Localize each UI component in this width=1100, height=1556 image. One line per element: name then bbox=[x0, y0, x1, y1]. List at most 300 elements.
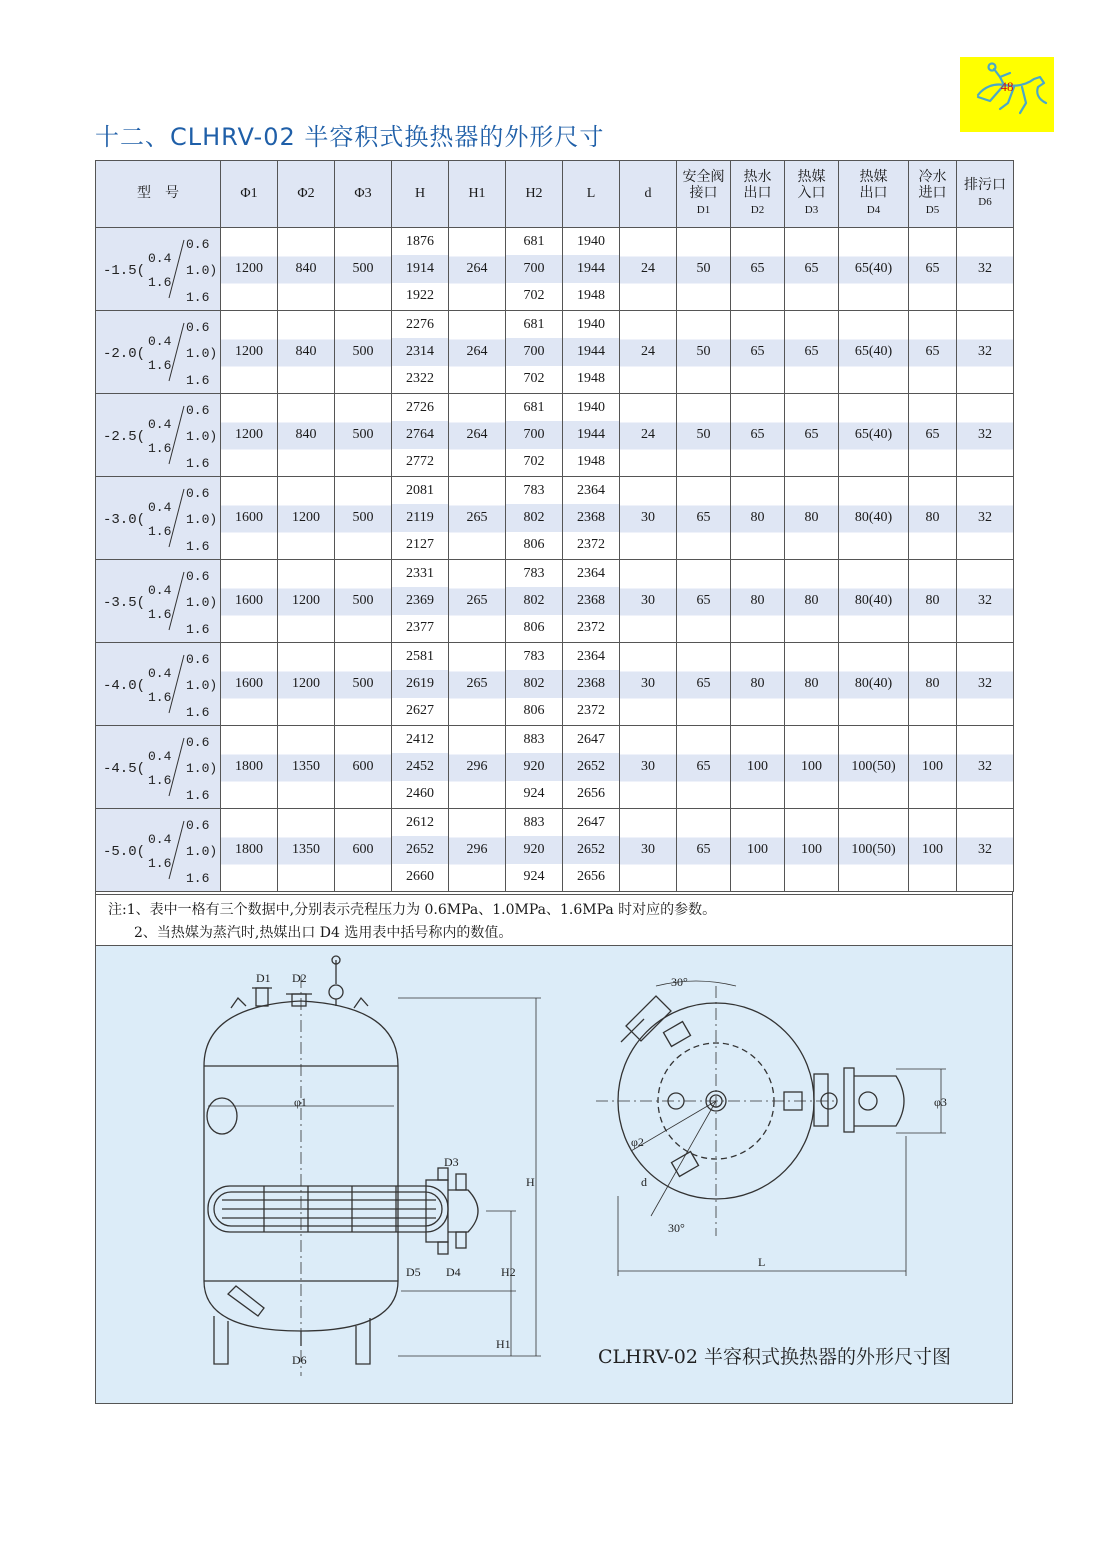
phi3-cell: 500 bbox=[335, 643, 392, 726]
H1-cell: 296 bbox=[449, 726, 506, 809]
H-cell-value: 2652 bbox=[392, 836, 448, 863]
column-header-12 bbox=[839, 161, 909, 228]
H-cell bbox=[392, 560, 449, 643]
D6-cell: 32 bbox=[957, 228, 1014, 311]
phi1-cell: 1800 bbox=[221, 726, 278, 809]
column-header-label: H bbox=[414, 186, 426, 201]
phi2-cell: 1350 bbox=[278, 726, 335, 809]
H2-cell-value: 924 bbox=[523, 869, 545, 885]
drawing-caption: CLHRV-02 半容积式换热器的外形尺寸图 bbox=[598, 1346, 951, 1368]
label-L: L bbox=[758, 1255, 766, 1269]
H-cell-value: 2377 bbox=[406, 620, 434, 636]
d-cell: 30 bbox=[620, 726, 677, 809]
model-pressure-1: 0.6 bbox=[186, 486, 210, 501]
model-tube-pressure: 0.4 bbox=[148, 334, 172, 349]
H2-cell-value: 802 bbox=[506, 587, 562, 614]
L-cell-value: 2647 bbox=[577, 814, 605, 830]
H2-cell bbox=[506, 560, 563, 643]
H-cell-value: 2660 bbox=[406, 869, 434, 885]
H2-cell-value: 924 bbox=[523, 786, 545, 802]
column-header-label: d bbox=[644, 186, 652, 201]
table-row bbox=[96, 809, 1014, 892]
L-cell bbox=[563, 560, 620, 643]
phi2-cell: 840 bbox=[278, 311, 335, 394]
label-d: d bbox=[641, 1175, 647, 1189]
model-pressure-2: 1.0) bbox=[186, 595, 218, 610]
H2-cell bbox=[506, 228, 563, 311]
D3-cell: 100 bbox=[785, 726, 839, 809]
L-cell bbox=[563, 311, 620, 394]
L-cell bbox=[563, 643, 620, 726]
H-cell-value: 2619 bbox=[392, 670, 448, 697]
H2-cell-value: 681 bbox=[523, 233, 545, 249]
label-phi1: φ1 bbox=[294, 1095, 307, 1109]
H2-cell bbox=[506, 643, 563, 726]
D5-cell: 100 bbox=[909, 726, 957, 809]
D2-cell: 65 bbox=[731, 311, 785, 394]
D4-cell: 65(40) bbox=[839, 394, 909, 477]
L-cell-value: 2364 bbox=[577, 482, 605, 498]
phi2-cell: 1200 bbox=[278, 643, 335, 726]
H-cell bbox=[392, 809, 449, 892]
H2-cell-value: 802 bbox=[506, 670, 562, 697]
H2-cell-value: 700 bbox=[506, 421, 562, 448]
phi1-cell: 1200 bbox=[221, 394, 278, 477]
model-prefix: -4.0( bbox=[103, 678, 146, 694]
phi1-cell: 1600 bbox=[221, 643, 278, 726]
model-pressure-3: 1.6 bbox=[186, 788, 210, 803]
H2-cell-value: 806 bbox=[523, 703, 545, 719]
D5-cell: 100 bbox=[909, 809, 957, 892]
D5-cell: 80 bbox=[909, 477, 957, 560]
column-header-6 bbox=[506, 161, 563, 228]
model-pressure-1: 0.6 bbox=[186, 735, 210, 750]
technical-drawing bbox=[96, 946, 1012, 1403]
H2-cell-value: 920 bbox=[506, 836, 562, 863]
model-pressure-1: 0.6 bbox=[186, 569, 210, 584]
H2-cell-value: 702 bbox=[523, 371, 545, 387]
H-cell-value: 1876 bbox=[406, 233, 434, 249]
H-cell bbox=[392, 228, 449, 311]
column-header-label: 冷水 进口 bbox=[918, 170, 947, 201]
d-cell: 24 bbox=[620, 394, 677, 477]
H2-cell-value: 920 bbox=[506, 753, 562, 780]
H1-cell: 265 bbox=[449, 560, 506, 643]
H2-cell-value: 883 bbox=[523, 731, 545, 747]
D2-cell: 80 bbox=[731, 560, 785, 643]
H2-cell-value: 783 bbox=[523, 565, 545, 581]
H2-cell bbox=[506, 726, 563, 809]
label-phi3: φ3 bbox=[934, 1095, 947, 1109]
model-tube-pressure: 0.4 bbox=[148, 251, 172, 266]
model-prefix: -4.5( bbox=[103, 761, 146, 777]
model-prefix: -3.5( bbox=[103, 595, 146, 611]
model-shell-pressure: 1.6 bbox=[148, 358, 172, 373]
model-cell bbox=[96, 477, 221, 560]
L-cell bbox=[563, 809, 620, 892]
phi1-cell: 1200 bbox=[221, 311, 278, 394]
D3-cell: 80 bbox=[785, 560, 839, 643]
model-cell bbox=[96, 394, 221, 477]
H-cell-value: 2627 bbox=[406, 703, 434, 719]
column-header-11 bbox=[785, 161, 839, 228]
d-cell: 24 bbox=[620, 228, 677, 311]
D4-cell: 65(40) bbox=[839, 228, 909, 311]
label-H1: H1 bbox=[496, 1337, 511, 1351]
H2-cell bbox=[506, 394, 563, 477]
D1-cell: 65 bbox=[677, 726, 731, 809]
phi2-cell: 840 bbox=[278, 394, 335, 477]
L-cell-value: 1940 bbox=[577, 399, 605, 415]
model-pressure-2: 1.0) bbox=[186, 761, 218, 776]
model-prefix: -2.0( bbox=[103, 346, 146, 362]
column-header-label: Φ1 bbox=[240, 186, 258, 201]
D6-cell: 32 bbox=[957, 394, 1014, 477]
D4-cell: 80(40) bbox=[839, 477, 909, 560]
model-shell-pressure: 1.6 bbox=[148, 524, 172, 539]
column-header-label: H2 bbox=[525, 186, 543, 201]
D4-cell: 80(40) bbox=[839, 560, 909, 643]
L-cell bbox=[563, 477, 620, 560]
D2-cell: 100 bbox=[731, 726, 785, 809]
phi1-cell: 1600 bbox=[221, 477, 278, 560]
model-shell-pressure: 1.6 bbox=[148, 607, 172, 622]
H-cell-value: 2612 bbox=[406, 814, 434, 830]
D6-cell: 32 bbox=[957, 643, 1014, 726]
H-cell-value: 2460 bbox=[406, 786, 434, 802]
D1-cell: 50 bbox=[677, 311, 731, 394]
D4-cell: 65(40) bbox=[839, 311, 909, 394]
model-prefix: -1.5( bbox=[103, 263, 146, 279]
H2-cell-value: 883 bbox=[523, 814, 545, 830]
table-row bbox=[96, 394, 1014, 477]
column-header-sub: D4 bbox=[866, 204, 881, 216]
H2-cell-value: 700 bbox=[506, 338, 562, 365]
H-cell-value: 2726 bbox=[406, 399, 434, 415]
page-logo bbox=[960, 57, 1054, 132]
model-cell bbox=[96, 311, 221, 394]
H-cell-value: 2127 bbox=[406, 537, 434, 553]
H-cell-value: 2276 bbox=[406, 316, 434, 332]
phi3-cell: 600 bbox=[335, 726, 392, 809]
L-cell-value: 2652 bbox=[563, 836, 619, 863]
H-cell-value: 2369 bbox=[392, 587, 448, 614]
model-cell bbox=[96, 643, 221, 726]
H-cell bbox=[392, 643, 449, 726]
column-header-label: 型 号 bbox=[137, 186, 179, 201]
D1-cell: 65 bbox=[677, 477, 731, 560]
column-header-label: 热媒 入口 bbox=[797, 170, 826, 201]
column-header-0 bbox=[96, 161, 221, 228]
model-cell bbox=[96, 809, 221, 892]
L-cell-value: 1948 bbox=[577, 288, 605, 304]
H1-cell: 265 bbox=[449, 643, 506, 726]
H-cell-value: 2452 bbox=[392, 753, 448, 780]
L-cell-value: 2364 bbox=[577, 565, 605, 581]
column-header-label: Φ3 bbox=[354, 186, 372, 201]
phi1-cell: 1200 bbox=[221, 228, 278, 311]
phi2-cell: 1350 bbox=[278, 809, 335, 892]
H-cell-value: 2581 bbox=[406, 648, 434, 664]
column-header-label: 热水 出口 bbox=[743, 170, 772, 201]
L-cell-value: 2368 bbox=[563, 670, 619, 697]
column-header-9 bbox=[677, 161, 731, 228]
label-D3: D3 bbox=[444, 1155, 459, 1169]
H-cell-value: 2764 bbox=[392, 421, 448, 448]
model-prefix: -2.5( bbox=[103, 429, 146, 445]
column-header-label: 热媒 出口 bbox=[859, 170, 888, 201]
phi2-cell: 1200 bbox=[278, 560, 335, 643]
H-cell-value: 2322 bbox=[406, 371, 434, 387]
D6-cell: 32 bbox=[957, 560, 1014, 643]
L-cell-value: 2364 bbox=[577, 648, 605, 664]
L-cell bbox=[563, 726, 620, 809]
model-pressure-3: 1.6 bbox=[186, 456, 210, 471]
label-angle-bottom: 30° bbox=[668, 1221, 685, 1235]
L-cell-value: 1948 bbox=[577, 454, 605, 470]
model-tube-pressure: 0.4 bbox=[148, 666, 172, 681]
model-pressure-1: 0.6 bbox=[186, 237, 210, 252]
D5-cell: 80 bbox=[909, 643, 957, 726]
label-D4: D4 bbox=[446, 1265, 461, 1279]
L-cell-value: 2652 bbox=[563, 753, 619, 780]
column-header-label: L bbox=[586, 186, 596, 201]
H2-cell-value: 681 bbox=[523, 399, 545, 415]
table-row bbox=[96, 726, 1014, 809]
note-1: 注:1、表中一格有三个数据中,分别表示壳程压力为 0.6MPa、1.0MPa、1.6MPa 时对应的参数。 bbox=[108, 902, 717, 918]
model-pressure-2: 1.0) bbox=[186, 346, 218, 361]
column-header-2 bbox=[278, 161, 335, 228]
D2-cell: 80 bbox=[731, 643, 785, 726]
column-header-14 bbox=[957, 161, 1014, 228]
H1-cell: 264 bbox=[449, 394, 506, 477]
D3-cell: 65 bbox=[785, 394, 839, 477]
L-cell-value: 2656 bbox=[577, 786, 605, 802]
column-header-10 bbox=[731, 161, 785, 228]
D1-cell: 50 bbox=[677, 228, 731, 311]
model-tube-pressure: 0.4 bbox=[148, 417, 172, 432]
H-cell-value: 2119 bbox=[392, 504, 448, 531]
table-row bbox=[96, 560, 1014, 643]
model-prefix: -3.0( bbox=[103, 512, 146, 528]
model-pressure-2: 1.0) bbox=[186, 844, 218, 859]
model-pressure-2: 1.0) bbox=[186, 429, 218, 444]
H2-cell-value: 702 bbox=[523, 288, 545, 304]
phi1-cell: 1600 bbox=[221, 560, 278, 643]
D2-cell: 65 bbox=[731, 228, 785, 311]
L-cell-value: 1940 bbox=[577, 316, 605, 332]
phi3-cell: 500 bbox=[335, 394, 392, 477]
phi3-cell: 600 bbox=[335, 809, 392, 892]
label-H: H bbox=[526, 1175, 535, 1189]
H2-cell-value: 783 bbox=[523, 482, 545, 498]
model-prefix: -5.0( bbox=[103, 844, 146, 860]
H2-cell-value: 783 bbox=[523, 648, 545, 664]
D5-cell: 65 bbox=[909, 311, 957, 394]
dimension-table bbox=[95, 160, 1014, 892]
table-row bbox=[96, 311, 1014, 394]
L-cell-value: 1944 bbox=[563, 421, 619, 448]
L-cell-value: 2656 bbox=[577, 869, 605, 885]
table-row bbox=[96, 643, 1014, 726]
label-D2: D2 bbox=[292, 971, 307, 985]
phi3-cell: 500 bbox=[335, 311, 392, 394]
H-cell-value: 2412 bbox=[406, 731, 434, 747]
H1-cell: 264 bbox=[449, 311, 506, 394]
d-cell: 30 bbox=[620, 809, 677, 892]
model-pressure-1: 0.6 bbox=[186, 652, 210, 667]
L-cell bbox=[563, 394, 620, 477]
model-tube-pressure: 0.4 bbox=[148, 832, 172, 847]
page-title: 十二、CLHRV-02 半容积式换热器的外形尺寸 bbox=[95, 123, 605, 151]
column-header-8 bbox=[620, 161, 677, 228]
d-cell: 30 bbox=[620, 477, 677, 560]
column-header-sub: D5 bbox=[925, 204, 940, 216]
phi3-cell: 500 bbox=[335, 477, 392, 560]
H1-cell: 296 bbox=[449, 809, 506, 892]
phi2-cell: 840 bbox=[278, 228, 335, 311]
H2-cell-value: 681 bbox=[523, 316, 545, 332]
model-shell-pressure: 1.6 bbox=[148, 441, 172, 456]
H2-cell-value: 806 bbox=[523, 620, 545, 636]
H-cell bbox=[392, 311, 449, 394]
L-cell-value: 1944 bbox=[563, 255, 619, 282]
H2-cell-value: 802 bbox=[506, 504, 562, 531]
model-pressure-3: 1.6 bbox=[186, 539, 210, 554]
column-header-3 bbox=[335, 161, 392, 228]
model-cell bbox=[96, 228, 221, 311]
note-2: 2、当热媒为蒸汽时,热媒出口 D4 选用表中括号称内的数值。 bbox=[134, 925, 513, 941]
label-D5: D5 bbox=[406, 1265, 421, 1279]
D1-cell: 65 bbox=[677, 643, 731, 726]
D3-cell: 80 bbox=[785, 477, 839, 560]
model-pressure-3: 1.6 bbox=[186, 705, 210, 720]
model-shell-pressure: 1.6 bbox=[148, 275, 172, 290]
model-cell bbox=[96, 726, 221, 809]
H-cell bbox=[392, 394, 449, 477]
column-header-7 bbox=[563, 161, 620, 228]
H2-cell-value: 700 bbox=[506, 255, 562, 282]
model-tube-pressure: 0.4 bbox=[148, 500, 172, 515]
label-phi2: φ2 bbox=[631, 1135, 644, 1149]
column-header-sub: D1 bbox=[696, 204, 711, 216]
model-pressure-3: 1.6 bbox=[186, 373, 210, 388]
L-cell-value: 1944 bbox=[563, 338, 619, 365]
model-pressure-1: 0.6 bbox=[186, 818, 210, 833]
label-angle-top: 30° bbox=[671, 975, 688, 989]
column-header-5 bbox=[449, 161, 506, 228]
D6-cell: 32 bbox=[957, 477, 1014, 560]
column-header-sub: D6 bbox=[978, 196, 992, 208]
label-D6: D6 bbox=[292, 1353, 307, 1367]
H1-cell: 265 bbox=[449, 477, 506, 560]
label-H2: H2 bbox=[501, 1265, 516, 1279]
D4-cell: 80(40) bbox=[839, 643, 909, 726]
L-cell-value: 1940 bbox=[577, 233, 605, 249]
D1-cell: 50 bbox=[677, 394, 731, 477]
H2-cell-value: 702 bbox=[523, 454, 545, 470]
L-cell-value: 2372 bbox=[577, 537, 605, 553]
column-header-1 bbox=[221, 161, 278, 228]
L-cell-value: 2368 bbox=[563, 587, 619, 614]
page-number: 48 bbox=[1000, 79, 1014, 94]
D6-cell: 32 bbox=[957, 311, 1014, 394]
D4-cell: 100(50) bbox=[839, 809, 909, 892]
H-cell-value: 2081 bbox=[406, 482, 434, 498]
H2-cell bbox=[506, 809, 563, 892]
D3-cell: 65 bbox=[785, 311, 839, 394]
model-pressure-2: 1.0) bbox=[186, 678, 218, 693]
model-pressure-1: 0.6 bbox=[186, 320, 210, 335]
heat-exchanger-drawing bbox=[96, 946, 1012, 1403]
model-shell-pressure: 1.6 bbox=[148, 856, 172, 871]
column-header-4 bbox=[392, 161, 449, 228]
phi3-cell: 500 bbox=[335, 228, 392, 311]
L-cell-value: 2368 bbox=[563, 504, 619, 531]
L-cell-value: 2372 bbox=[577, 620, 605, 636]
H1-cell: 264 bbox=[449, 228, 506, 311]
d-cell: 30 bbox=[620, 560, 677, 643]
column-header-label: 安全阀 接口 bbox=[682, 170, 725, 201]
column-header-13 bbox=[909, 161, 957, 228]
phi1-cell: 1800 bbox=[221, 809, 278, 892]
H-cell bbox=[392, 726, 449, 809]
H-cell-value: 1914 bbox=[392, 255, 448, 282]
D2-cell: 80 bbox=[731, 477, 785, 560]
D3-cell: 65 bbox=[785, 228, 839, 311]
table-header-row bbox=[96, 161, 1014, 228]
H-cell-value: 2331 bbox=[406, 565, 434, 581]
D6-cell: 32 bbox=[957, 726, 1014, 809]
model-tube-pressure: 0.4 bbox=[148, 749, 172, 764]
H2-cell bbox=[506, 311, 563, 394]
D6-cell: 32 bbox=[957, 809, 1014, 892]
phi2-cell: 1200 bbox=[278, 477, 335, 560]
column-header-label: 排污口 bbox=[964, 178, 1006, 193]
d-cell: 30 bbox=[620, 643, 677, 726]
H-cell-value: 1922 bbox=[406, 288, 434, 304]
model-pressure-2: 1.0) bbox=[186, 263, 218, 278]
model-pressure-2: 1.0) bbox=[186, 512, 218, 527]
L-cell bbox=[563, 228, 620, 311]
D5-cell: 65 bbox=[909, 228, 957, 311]
model-tube-pressure: 0.4 bbox=[148, 583, 172, 598]
table-row bbox=[96, 477, 1014, 560]
table-row bbox=[96, 228, 1014, 311]
model-shell-pressure: 1.6 bbox=[148, 773, 172, 788]
table-notes bbox=[96, 894, 1012, 946]
model-pressure-3: 1.6 bbox=[186, 290, 210, 305]
model-cell bbox=[96, 560, 221, 643]
D5-cell: 65 bbox=[909, 394, 957, 477]
model-shell-pressure: 1.6 bbox=[148, 690, 172, 705]
label-D1: D1 bbox=[256, 971, 271, 985]
H-cell-value: 2314 bbox=[392, 338, 448, 365]
H2-cell bbox=[506, 477, 563, 560]
L-cell-value: 2647 bbox=[577, 731, 605, 747]
column-header-label: Φ2 bbox=[297, 186, 315, 201]
D3-cell: 100 bbox=[785, 809, 839, 892]
D2-cell: 65 bbox=[731, 394, 785, 477]
model-pressure-3: 1.6 bbox=[186, 622, 210, 637]
phi3-cell: 500 bbox=[335, 560, 392, 643]
D3-cell: 80 bbox=[785, 643, 839, 726]
column-header-sub: D2 bbox=[750, 204, 765, 216]
D1-cell: 65 bbox=[677, 560, 731, 643]
D4-cell: 100(50) bbox=[839, 726, 909, 809]
H-cell-value: 2772 bbox=[406, 454, 434, 470]
L-cell-value: 2372 bbox=[577, 703, 605, 719]
